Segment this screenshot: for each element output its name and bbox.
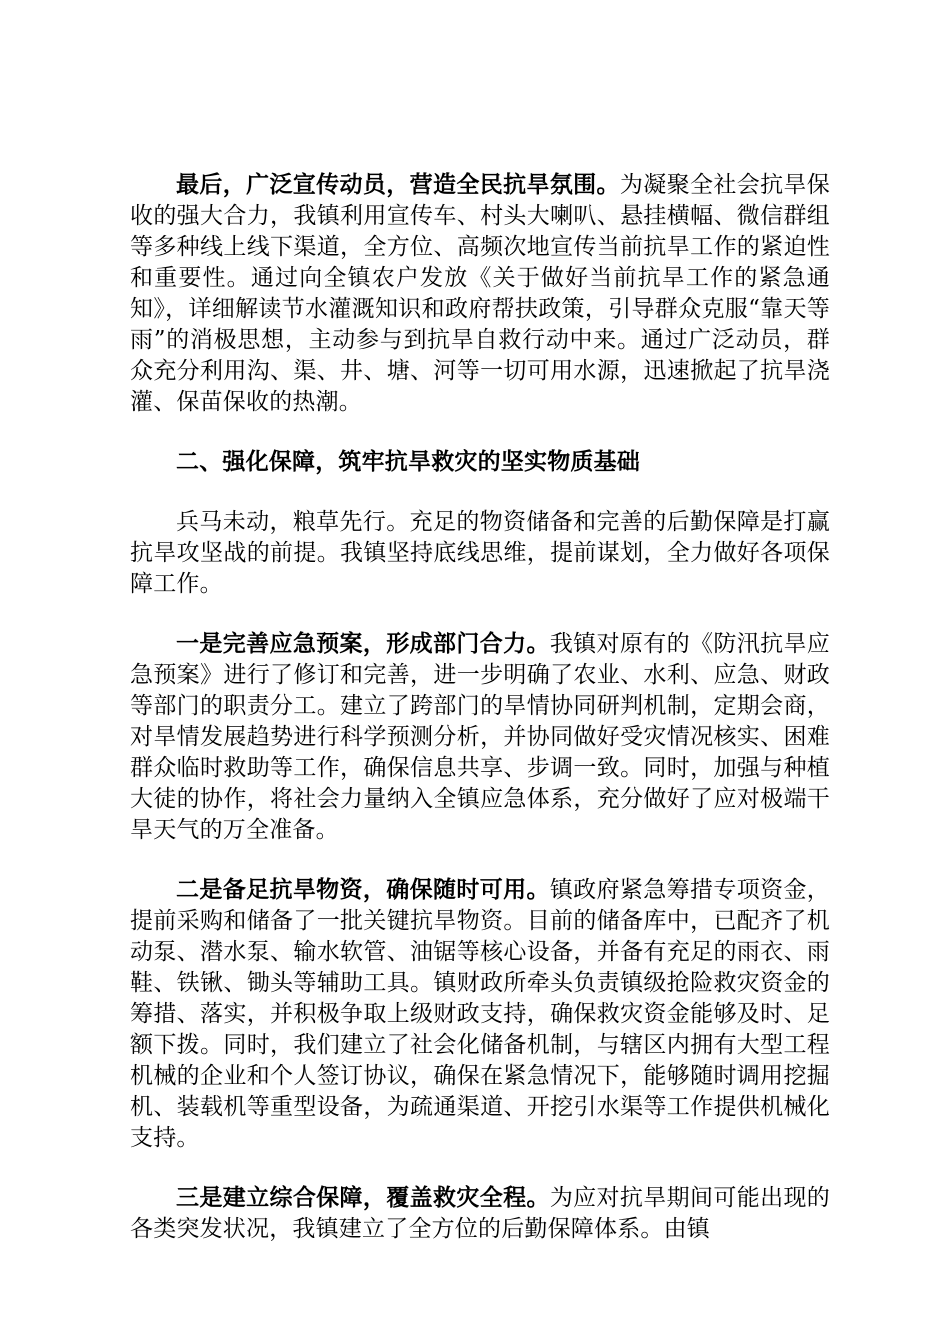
paragraph-lead: 最后，广泛宣传动员，营造全民抗旱氛围。: [176, 172, 620, 198]
paragraph-body: 兵马未动，粮草先行。充足的物资储备和完善的后勤保障是打赢抗旱攻坚战的前提。我镇坚持底线思维，提前谋划，全力做好各项保障工作。: [130, 509, 830, 597]
paragraph-body: 为应对抗旱期间可能出现的各类突发状况，我镇建立了全方位的后勤保障体系。由镇: [130, 1185, 831, 1242]
paragraph-lead: 三是建立综合保障，覆盖救灾全程。: [176, 1185, 550, 1211]
paragraph-body: 我镇对原有的《防汛抗旱应急预案》进行了修订和完善，进一步明确了农业、水利、应急、财政等部门的职责分工。建立了跨部门的旱情协同研判机制，定期会商，对旱情发展趋势进行科学预测分析，并协同做好受灾情况核实、困难群众临时救助等工作，确保信息共享、步调一致。同时，加强与种植大徒的协作，将社会力量纳入全镇应急体系，充分做好了应对极端干旱天气的万全准备。: [130, 631, 831, 843]
paragraph-logistics: [130, 1183, 830, 1245]
paragraph-body: 镇政府紧急筹措专项资金，提前采购和储备了一批关键抗旱物资。目前的储备库中，已配齐了机动泵、潜水泵、输水软管、油锯等核心设备，并备有充足的雨衣、雨鞋、铁锹、锄头等辅助工具。镇财政所牵头负责镇级抢险救灾资金的筹措、落实，并积极争取上级财政支持，确保救灾资金能够及时、足额下拨。同时，我们建立了社会化储备机制，与辖区内拥有大型工程机械的企业和个人签订协议，确保在紧急情况下，能够随时调用挖掘机、装载机等重型设备，为疏通渠道、开挖引水渠等工作提供机械化支持。: [130, 877, 831, 1151]
paragraph-intro: [130, 507, 830, 600]
paragraph-supplies: [130, 875, 830, 1154]
paragraph-lead: 一是完善应急预案，形成部门合力。: [176, 631, 550, 657]
paragraph-emergency-plan: [130, 629, 830, 846]
document-page: [130, 170, 830, 1274]
paragraph-publicity: [130, 170, 830, 418]
paragraph-body: 为凝聚全社会抗旱保收的强大合力，我镇利用宣传车、村头大喇叭、悬挂横幅、微信群组等多种线上线下渠道，全方位、高频次地宣传当前抗旱工作的紧迫性和重要性。通过向全镇农户发放《关于做好当前抗旱工作的紧急通知》，详细解读节水灌溉知识和政府帮扶政策，引导群众克服“靠天等雨”的消极思想，主动参与到抗旱自救行动中来。通过广泛动员，群众充分利用沟、渠、井、塘、河等一切可用水源，迅速掀起了抗旱浇灌、保苗保收的热潮。: [130, 172, 830, 415]
section-heading: 二、强化保障，筑牢抗旱救灾的坚实物质基础: [176, 449, 640, 475]
paragraph-lead: 二是备足抗旱物资，确保随时可用。: [176, 877, 550, 903]
